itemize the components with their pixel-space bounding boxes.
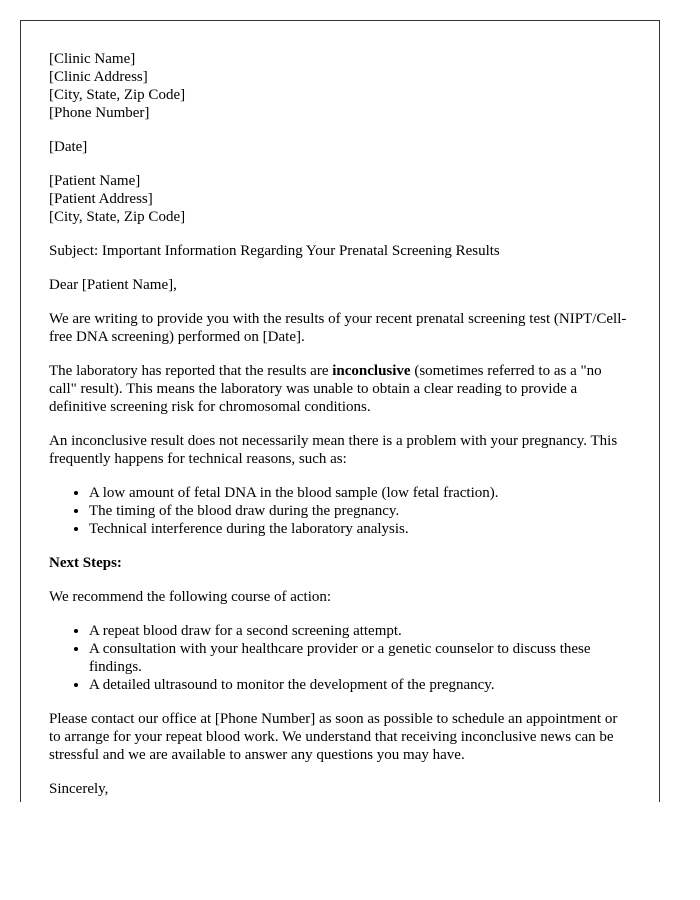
clinic-phone: [Phone Number] [49, 105, 150, 121]
recommendations-list [49, 622, 631, 694]
clinic-city: [City, State, Zip Code] [49, 87, 186, 103]
closing-paragraph: Please contact our office at [Phone Number] as soon as possible to schedule an appointment or to arrange for your repeat blood work. We understand that receiving inconclusive news can be stressful and we are available to answer any questions you may have. [49, 711, 618, 763]
subject-line: Subject: Important Information Regarding Your Prenatal Screening Results [49, 243, 500, 259]
result-paragraph [49, 362, 631, 416]
list-item: • A repeat blood draw for a second screening attempt. [89, 622, 631, 640]
patient-address: [Patient Address] [49, 191, 153, 207]
list-item: • A detailed ultrasound to monitor the development of the pregnancy. [89, 676, 631, 694]
reasons-intro: An inconclusive result does not necessarily mean there is a problem with your pregnancy. This frequently happens for technical reasons, such as: [49, 433, 618, 467]
clinic-name: [Clinic Name] [49, 51, 136, 67]
next-steps-heading-text: Next Steps: [49, 555, 122, 571]
list-item: • A consultation with your healthcare provider or a genetic counselor to discuss these findings. [89, 640, 631, 676]
patient-name: [Patient Name] [49, 173, 141, 189]
patient-city: [City, State, Zip Code] [49, 209, 186, 225]
list-item: • A low amount of fetal DNA in the blood sample (low fetal fraction). [89, 484, 631, 502]
patient-address-block [49, 172, 631, 226]
list-item: • The timing of the blood draw during the pregnancy. [89, 502, 631, 520]
result-text-after: (sometimes referred to as a "no call" result). This means the laboratory was unable to obtain a clear reading to provide a definitive screening risk for chromosomal conditions. [49, 363, 602, 415]
list-item: • Technical interference during the laboratory analysis. [89, 520, 631, 538]
intro-paragraph: We are writing to provide you with the results of your recent prenatal screening test (NIPT/Cell-free DNA screening) performed on [Date]. [49, 311, 627, 345]
next-steps-heading [49, 554, 631, 572]
result-text-before: The laboratory has reported that the results are [49, 363, 333, 379]
salutation: Dear [Patient Name], [49, 277, 177, 293]
reasons-list [49, 484, 631, 538]
clinic-address: [Clinic Address] [49, 69, 148, 85]
recommend-intro: We recommend the following course of action: [49, 589, 332, 605]
letter-page [20, 20, 660, 802]
clinic-address-block [49, 50, 631, 122]
letter-date: [Date] [49, 139, 88, 155]
letter-content [49, 50, 631, 802]
signoff: Sincerely, [49, 781, 109, 797]
result-bold: inconclusive [332, 363, 411, 379]
